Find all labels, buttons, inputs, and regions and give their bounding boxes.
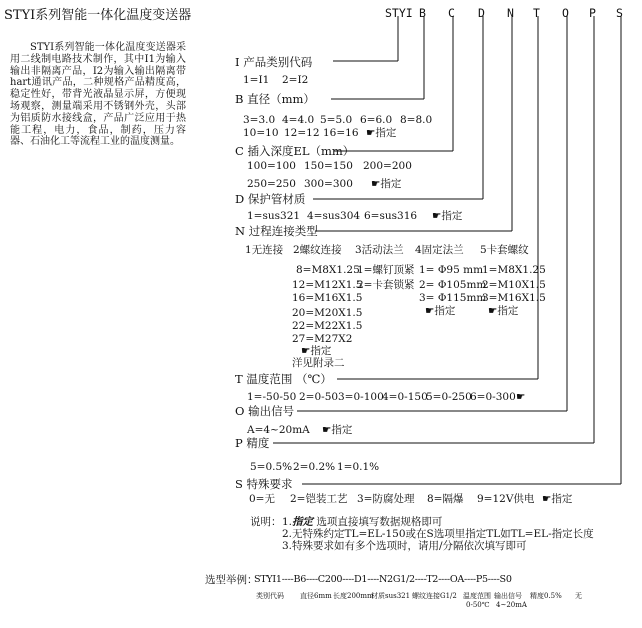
- n-flange-move-2: 2=卡套锁紧: [357, 279, 415, 291]
- section-b-title: B 直径（mm）: [235, 92, 315, 106]
- hand-pointer-icon: ☛: [516, 391, 526, 403]
- option-b-4: 4=4.0: [282, 114, 315, 126]
- example-code: STYI1----B6----C200----D1----N2G1/2----T2----OA----P5----S0: [254, 574, 512, 585]
- option-t-1: 1=-50-50: [247, 391, 297, 403]
- code-header-p: P: [589, 6, 596, 20]
- option-o-specify: ☛指定: [322, 424, 353, 436]
- option-c-specify: ☛指定: [371, 178, 402, 190]
- n-col-none: 1无连接: [245, 244, 284, 256]
- option-p-2: 2=0.2%: [293, 461, 336, 473]
- n-thread-note: 洋见附录二: [292, 357, 345, 369]
- hand-pointer-icon: ☛: [425, 305, 435, 317]
- option-s-2: 2=铠装工艺: [290, 493, 348, 505]
- option-b-12: 12=12: [284, 127, 320, 139]
- section-c-title: C 插入深度EL（mm）: [235, 144, 355, 158]
- example-caption: 4~20mA: [496, 601, 527, 609]
- code-header-d: D: [478, 6, 485, 20]
- option-t-4: 4=0-150: [382, 391, 428, 403]
- section-o-title: O 输出信号: [235, 404, 295, 418]
- option-c-250: 250=250: [247, 178, 296, 190]
- option-c-300: 300=300: [304, 178, 353, 190]
- n-flange-fixed-1: 1= Φ95 mm: [419, 264, 484, 276]
- n-thread-16: 16=M16X1.5: [292, 292, 363, 304]
- code-header-n: N: [507, 6, 514, 20]
- code-header-s: S: [616, 6, 623, 20]
- option-c-100: 100=100: [247, 160, 296, 172]
- hand-pointer-icon: ☛: [366, 127, 376, 139]
- option-b-6: 6=6.0: [360, 114, 393, 126]
- example-caption: 无: [575, 592, 582, 600]
- option-c-150: 150=150: [304, 160, 353, 172]
- n-thread-27: 27=M27X2: [292, 333, 353, 345]
- code-header-c: C: [448, 6, 455, 20]
- option-p-5: 5=0.5%: [250, 461, 293, 473]
- note-3: 3.特殊要求如有多个选项时，请用/分隔依次填写即可: [282, 540, 527, 552]
- section-d-title: D 保护管材质: [235, 192, 306, 206]
- hand-pointer-icon: ☛: [488, 305, 498, 317]
- example-label: 选型举例：: [205, 574, 258, 586]
- n-flange-fixed-3: 3= Φ115mm: [419, 292, 487, 304]
- example-caption: 温度范围: [463, 592, 491, 600]
- option-p-1: 1=0.1%: [337, 461, 380, 473]
- option-s-9: 9=12V供电: [477, 493, 535, 505]
- option-d-6: 6=sus316: [364, 210, 418, 222]
- example-caption: 输出信号: [494, 592, 522, 600]
- option-b-3: 3=3.0: [243, 114, 276, 126]
- section-s-title: S 特殊要求: [235, 477, 293, 491]
- example-caption: 长度200mm: [333, 592, 374, 600]
- option-c-200: 200=200: [363, 160, 412, 172]
- option-s-specify: ☛指定: [542, 493, 573, 505]
- n-flange-fixed-specify: ☛指定: [425, 305, 456, 317]
- n-col-flange-fixed: 4固定法兰: [415, 244, 464, 256]
- n-thread-12: 12=M12X1.5: [292, 279, 363, 291]
- option-d-4: 4=sus304: [307, 210, 361, 222]
- n-flange-move-1: 1=螺钉顶紧: [357, 264, 415, 276]
- n-flange-fixed-2: 2= Φ105mm: [419, 279, 487, 291]
- n-thread-specify: ☛指定: [301, 345, 332, 357]
- page-title: STYI系列智能一体化温度变送器: [4, 8, 192, 23]
- example-caption: 类别代码: [256, 592, 284, 600]
- section-t-title: T 温度范围 （℃）: [235, 372, 332, 386]
- option-i1: 1=I1: [243, 74, 270, 86]
- example-caption: 螺纹连接G1/2: [412, 592, 457, 600]
- example-caption: 0-50℃: [466, 601, 490, 609]
- n-thread-8: 8=M8X1.25: [296, 264, 360, 276]
- section-n-title: N 过程连接类型: [235, 224, 318, 238]
- code-header-t: T: [533, 6, 540, 20]
- product-description: STYI系列智能一体化温度变送器采用二线制电路技术制作，其中I1为输入输出非隔离产品，I2为输入输出隔离带hart通讯产品，二种规格产品精度高，稳定性好，带背光液晶显示屏，方便现场观察，测量端采用不锈钢外壳，头部为铝质防水接线盒，产品广泛应用于热能工程，电力，食品，制药，压力容器、石油化工等流程工业的温度测量。: [10, 42, 186, 148]
- n-sleeve-3: 3=M16X1.5: [482, 292, 546, 304]
- option-s-3: 3=防腐处理: [357, 493, 415, 505]
- option-b-8: 8=8.0: [400, 114, 433, 126]
- notes-label: 说明：: [250, 516, 282, 528]
- note-1: 1.指定 选项直接填写数据规格即可: [282, 516, 443, 528]
- n-thread-20: 20=M20X1.5: [292, 307, 363, 319]
- hand-pointer-icon: ☛: [371, 178, 381, 190]
- n-col-thread: 2螺纹连接: [293, 244, 342, 256]
- option-b-5: 5=5.0: [320, 114, 353, 126]
- option-t-5: 5=0-250: [426, 391, 472, 403]
- example-caption: 精度0.5%: [530, 592, 562, 600]
- n-thread-22: 22=M22X1.5: [292, 320, 363, 332]
- option-s-0: 0=无: [249, 493, 275, 505]
- hand-pointer-icon: ☛: [542, 493, 552, 505]
- option-t-2: 2=0-50: [299, 391, 339, 403]
- option-s-8: 8=隔爆: [427, 493, 464, 505]
- option-b-16: 16=16: [323, 127, 359, 139]
- section-p-title: P 精度: [235, 436, 270, 450]
- n-col-sleeve: 5卡套螺纹: [480, 244, 529, 256]
- option-o-a: A=4~20mA: [247, 424, 310, 436]
- option-b-specify: ☛指定: [366, 127, 397, 139]
- option-t-3: 3=0-100: [338, 391, 384, 403]
- n-sleeve-2: 2=M10X1.5: [482, 279, 546, 291]
- option-d-1: 1=sus321: [247, 210, 301, 222]
- hand-pointer-icon: ☛: [322, 424, 332, 436]
- section-i-title: I 产品类别代码: [235, 55, 313, 69]
- option-b-10: 10=10: [243, 127, 279, 139]
- option-t-6: 6=0-300: [470, 391, 516, 403]
- hand-pointer-icon: ☛: [432, 210, 442, 222]
- example-caption: 材质sus321: [371, 592, 411, 600]
- n-sleeve-specify: ☛指定: [488, 305, 519, 317]
- n-col-flange-move: 3活动法兰: [355, 244, 404, 256]
- n-sleeve-1: 1=M8X1.25: [482, 264, 546, 276]
- hand-pointer-icon: ☛: [301, 345, 311, 357]
- code-header-b: B: [419, 6, 426, 20]
- code-header-styi: STYI: [385, 6, 413, 20]
- code-header-o: O: [562, 6, 569, 20]
- note-2: 2.无特殊约定TL=EL-150或在S选项里指定TL如TL=EL-指定长度: [282, 528, 594, 540]
- option-d-specify: ☛指定: [432, 210, 463, 222]
- example-caption: 直径6mm: [300, 592, 332, 600]
- option-i2: 2=I2: [282, 74, 309, 86]
